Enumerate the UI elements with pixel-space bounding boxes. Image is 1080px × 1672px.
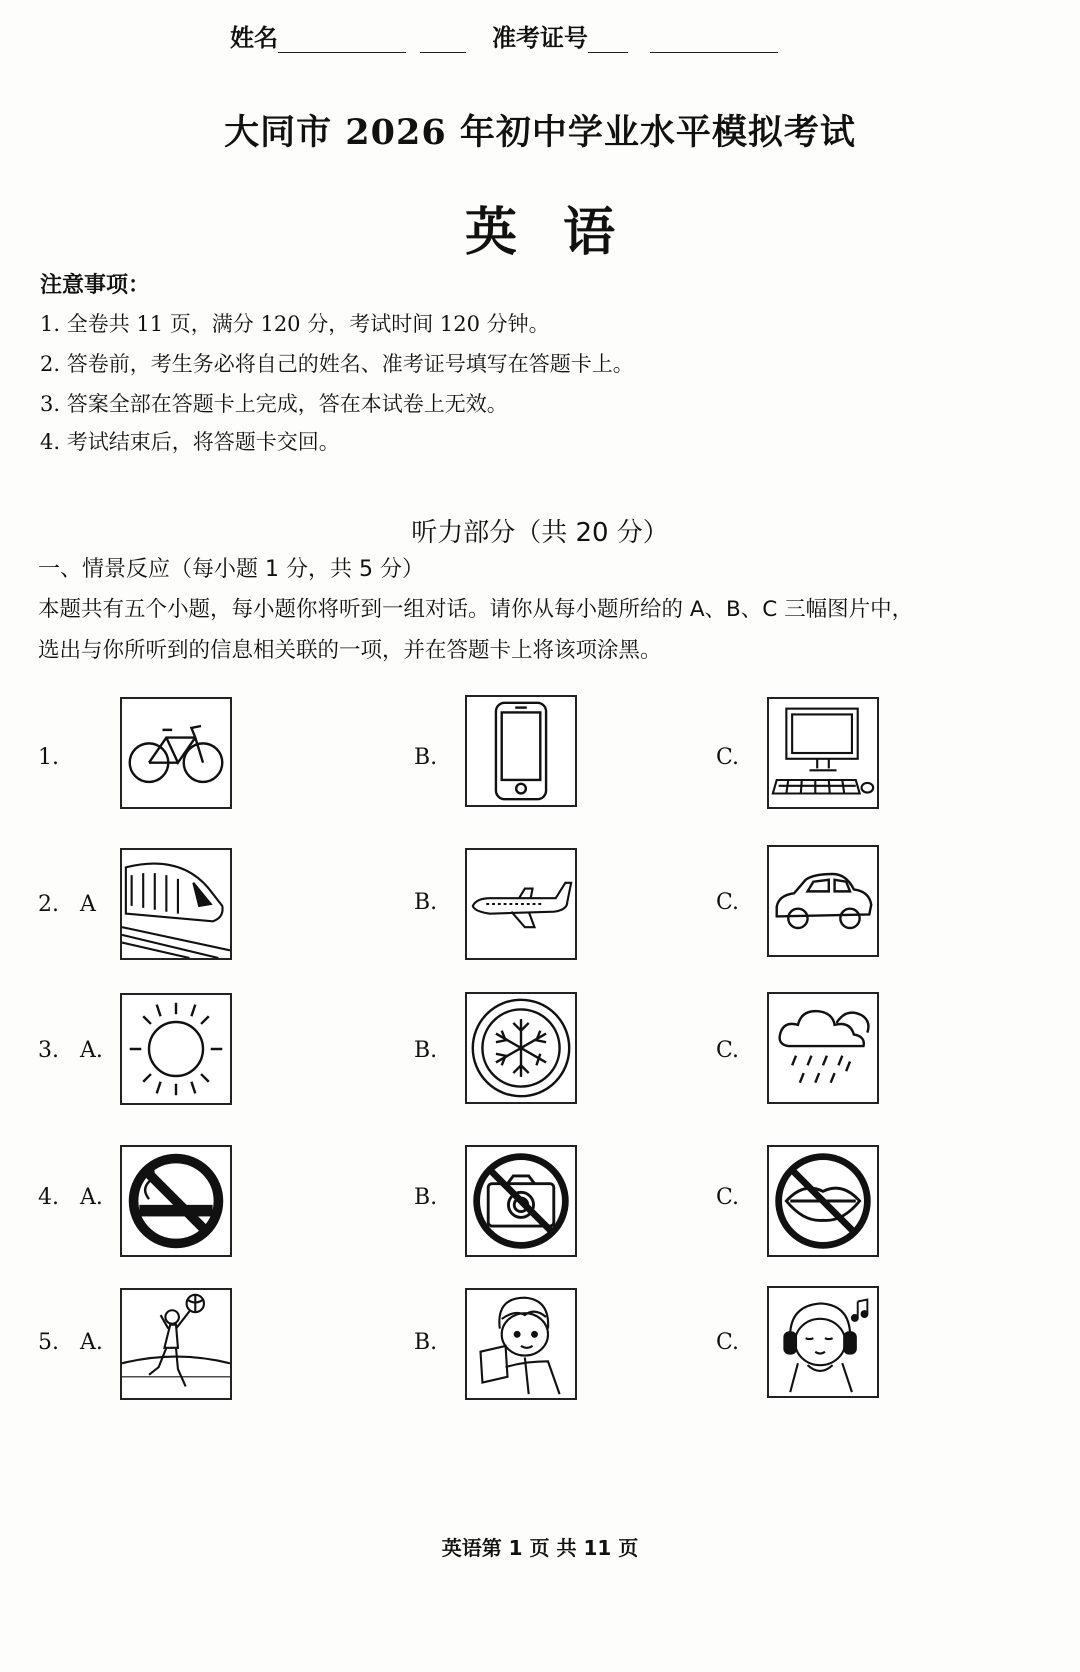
boy-reading-icon [467,1290,575,1398]
bicycle-icon [122,699,230,807]
subject-title: 英语 [464,202,661,263]
option-5b[interactable] [465,1288,577,1400]
exam-title: 大同市 2026 年初中学业水平模拟考试 [224,112,856,153]
train-icon [122,850,230,958]
notes-heading: 注意事项： [40,272,151,298]
id-label: 准考证号 [492,23,588,52]
option-label: B. [414,1038,438,1063]
name-blank-2[interactable] [420,24,466,53]
option-label: C. [716,890,740,915]
option-5c[interactable] [767,1286,879,1398]
question-number: 5. [38,1330,59,1355]
option-label: C. [716,1330,740,1355]
name-blank[interactable] [278,24,406,53]
note-item: 1. 全卷共 11 页，满分 120 分，考试时间 120 分钟。 [40,312,550,336]
option-2a[interactable] [120,848,232,960]
airplane-icon [467,850,575,958]
option-label: A [80,892,96,917]
candidate-header [230,18,778,53]
instruction-line: 选出与你所听到的信息相关联的一项，并在答题卡上将该项涂黑。 [38,638,662,663]
option-label: A. [80,1330,103,1355]
page-footer: 英语第 1 页 共 11 页 [441,1536,639,1560]
boy-headphones-icon [769,1288,877,1396]
name-label: 姓名 [230,23,278,52]
id-blank-2[interactable] [650,24,778,53]
part-title: 一、情景反应（每小题 1 分，共 5 分） [38,557,424,582]
option-label: B. [414,890,438,915]
id-blank[interactable] [588,24,628,53]
option-label: A. [80,1038,103,1063]
option-4b[interactable] [465,1145,577,1257]
option-label: A. [80,1185,103,1210]
question-number: 2. [38,892,59,917]
section-title: 听力部分（共 20 分） [411,518,669,548]
option-5a[interactable] [120,1288,232,1400]
option-label: B. [414,745,438,770]
question-number: 3. [38,1038,59,1063]
option-3b[interactable] [465,992,577,1104]
option-label: C. [716,1038,740,1063]
car-icon [769,847,877,955]
option-1b[interactable] [465,695,577,807]
option-3c[interactable] [767,992,879,1104]
option-label: C. [716,1185,740,1210]
note-item: 2. 答卷前，考生务必将自己的姓名、准考证号填写在答题卡上。 [40,352,634,376]
question-number: 1. [38,745,59,770]
question-number: 4. [38,1185,59,1210]
option-label: B. [414,1185,438,1210]
no-talking-icon [769,1147,877,1255]
option-4c[interactable] [767,1145,879,1257]
snowflake-icon [467,994,575,1102]
no-smoking-icon [122,1147,230,1255]
option-label: C. [716,745,740,770]
rain-cloud-icon [769,994,877,1102]
option-1a[interactable] [120,697,232,809]
instruction-line: 本题共有五个小题，每小题你将听到一组对话。请你从每小题所给的 A、B、C 三幅图片中， [38,597,914,622]
option-3a[interactable] [120,993,232,1105]
option-label: B. [414,1330,438,1355]
computer-icon [769,699,877,807]
no-camera-icon [467,1147,575,1255]
smartphone-icon [467,697,575,805]
option-4a[interactable] [120,1145,232,1257]
option-2c[interactable] [767,845,879,957]
option-1c[interactable] [767,697,879,809]
sun-icon [122,995,230,1103]
option-2b[interactable] [465,848,577,960]
note-item: 3. 答案全部在答题卡上完成，答在本试卷上无效。 [40,392,508,416]
basketball-player-icon [122,1290,230,1398]
note-item: 4. 考试结束后，将答题卡交回。 [40,430,340,454]
